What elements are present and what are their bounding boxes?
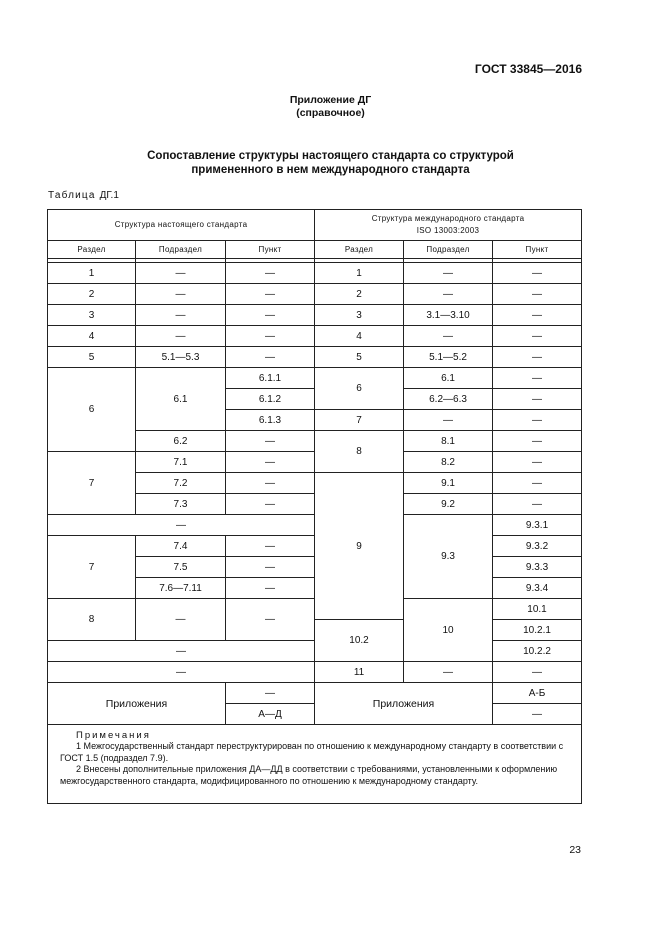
table-cell: 4 bbox=[315, 326, 404, 347]
table-cell: 2 bbox=[315, 284, 404, 305]
table-cell: — bbox=[404, 284, 493, 305]
table-cell: 5.1—5.2 bbox=[404, 347, 493, 368]
table-cell: — bbox=[136, 326, 226, 347]
header-right-group-line2: ISO 13003:2003 bbox=[416, 226, 480, 235]
appendix-title: Приложение ДГ bbox=[289, 94, 372, 106]
table-cell: 8 bbox=[48, 599, 136, 641]
table-cell: 9.1 bbox=[404, 473, 493, 494]
table-cell: 6 bbox=[48, 368, 136, 452]
table-cell: 7.5 bbox=[136, 557, 226, 578]
table-cell: — bbox=[404, 263, 493, 284]
standard-code: ГОСТ 33845—2016 bbox=[474, 62, 582, 76]
table-cell: 7.4 bbox=[136, 536, 226, 557]
table-cell: — bbox=[493, 473, 582, 494]
table-cell: 7.6—7.11 bbox=[136, 578, 226, 599]
col-header: Подраздел bbox=[136, 241, 226, 259]
table-cell: 7.3 bbox=[136, 494, 226, 515]
table-cell: — bbox=[48, 641, 315, 662]
table-cell: — bbox=[136, 263, 226, 284]
table-cell: — bbox=[493, 284, 582, 305]
header-left-group: Структура настоящего стандарта bbox=[48, 210, 315, 241]
table-cell: 6.1 bbox=[136, 368, 226, 431]
table-caption-prefix: Таблица bbox=[48, 190, 96, 201]
table-cell: 3 bbox=[48, 305, 136, 326]
table-cell: — bbox=[493, 410, 582, 431]
table-cell: 8 bbox=[315, 431, 404, 473]
table-row bbox=[48, 452, 582, 473]
table-cell: — bbox=[48, 515, 315, 536]
table-cell: — bbox=[226, 326, 315, 347]
table-cell: 10 bbox=[404, 599, 493, 662]
table-cell: 9.2 bbox=[404, 494, 493, 515]
table-cell: 11 bbox=[315, 662, 404, 683]
table-cell: — bbox=[493, 347, 582, 368]
table-caption bbox=[48, 190, 119, 201]
table-cell: 3 bbox=[315, 305, 404, 326]
table-row bbox=[48, 263, 582, 284]
table-cell: 4 bbox=[48, 326, 136, 347]
table-cell: 9.3 bbox=[404, 515, 493, 599]
table-cell: 6.2—6.3 bbox=[404, 389, 493, 410]
table-cell: — bbox=[493, 452, 582, 473]
note-item: 1 Межгосударственный стандарт переструктурирован по отношению к международному стандарту в соответствии с ГОСТ 1.5 (подраздел 7.9). bbox=[60, 741, 564, 763]
table-cell: — bbox=[226, 578, 315, 599]
table-cell: — bbox=[493, 662, 582, 683]
table-cell: 9.3.3 bbox=[493, 557, 582, 578]
table-row bbox=[48, 515, 582, 536]
table-cell: 6.1 bbox=[404, 368, 493, 389]
table-row bbox=[48, 599, 582, 620]
notes-row bbox=[48, 725, 582, 804]
table-cell: 6 bbox=[315, 368, 404, 410]
note-item: 2 Внесены дополнительные приложения ДА—ДД в соответствии с требованиями, установленными к оформлению межгосударственного стандарта, модифицированного по отношению к международному стандарту. bbox=[60, 764, 558, 786]
table-notes bbox=[48, 725, 582, 804]
table-cell: 5 bbox=[315, 347, 404, 368]
header-right-group bbox=[315, 210, 582, 241]
table-cell: — bbox=[493, 704, 582, 725]
table-cell: — bbox=[226, 473, 315, 494]
table-cell: — bbox=[226, 494, 315, 515]
table-cell: 10.1 bbox=[493, 599, 582, 620]
table-cell: — bbox=[404, 326, 493, 347]
col-header: Раздел bbox=[315, 241, 404, 259]
appendix-kind: (справочное) bbox=[296, 107, 365, 119]
table-cell: — bbox=[493, 305, 582, 326]
appendices-label-right: Приложения bbox=[315, 683, 493, 725]
table-cell: — bbox=[226, 683, 315, 704]
table-cell: 7.2 bbox=[136, 473, 226, 494]
table-row bbox=[48, 284, 582, 305]
table-cell: 7 bbox=[48, 452, 136, 515]
table-cell: 2 bbox=[48, 284, 136, 305]
table-cell: 6.1.2 bbox=[226, 389, 315, 410]
table-cell: 5.1—5.3 bbox=[136, 347, 226, 368]
table-cell: 7.1 bbox=[136, 452, 226, 473]
table-cell: 9 bbox=[315, 473, 404, 620]
table-cell: 6.2 bbox=[136, 431, 226, 452]
section-title-line1: Сопоставление структуры настоящего стандарта со структурой bbox=[147, 150, 514, 162]
table-cell: — bbox=[404, 662, 493, 683]
table-cell: 5 bbox=[48, 347, 136, 368]
table-cell: — bbox=[226, 452, 315, 473]
table-cell: — bbox=[226, 599, 315, 641]
table-cell: 9.3.1 bbox=[493, 515, 582, 536]
table-row bbox=[48, 683, 582, 704]
table-row bbox=[48, 326, 582, 347]
table-cell: 8.2 bbox=[404, 452, 493, 473]
table-cell: — bbox=[493, 263, 582, 284]
col-header: Пункт bbox=[226, 241, 315, 259]
table-header-row-1 bbox=[48, 210, 582, 241]
notes-title: Примечания bbox=[76, 730, 151, 741]
table-cell: 9.3.4 bbox=[493, 578, 582, 599]
table-cell: — bbox=[226, 557, 315, 578]
table-cell: 1 bbox=[315, 263, 404, 284]
page-number: 23 bbox=[569, 844, 581, 856]
appendices-label-left: Приложения bbox=[48, 683, 226, 725]
section-title-line2: примененного в нем международного стандарта bbox=[191, 164, 470, 176]
table-cell: 8.1 bbox=[404, 431, 493, 452]
table-cell: — bbox=[48, 662, 315, 683]
table-row bbox=[48, 347, 582, 368]
table-row bbox=[48, 536, 582, 557]
table-cell: — bbox=[226, 263, 315, 284]
structure-comparison-table bbox=[47, 209, 582, 804]
table-cell: 10.2.2 bbox=[493, 641, 582, 662]
table-cell: — bbox=[493, 368, 582, 389]
table-cell: 7 bbox=[315, 410, 404, 431]
col-header: Пункт bbox=[493, 241, 582, 259]
table-cell: 6.1.3 bbox=[226, 410, 315, 431]
table-cell: — bbox=[136, 305, 226, 326]
table-cell: — bbox=[493, 326, 582, 347]
table-row bbox=[48, 305, 582, 326]
table-cell: — bbox=[136, 284, 226, 305]
section-title bbox=[0, 149, 661, 177]
table-cell: А—Д bbox=[226, 704, 315, 725]
table-cell: — bbox=[493, 494, 582, 515]
table-row bbox=[48, 662, 582, 683]
table-cell: — bbox=[136, 599, 226, 641]
table-cell: — bbox=[226, 305, 315, 326]
table-header-row-2 bbox=[48, 241, 582, 259]
table-cell: 6.1.1 bbox=[226, 368, 315, 389]
table-cell: — bbox=[226, 431, 315, 452]
table-cell: А-Б bbox=[493, 683, 582, 704]
col-header: Подраздел bbox=[404, 241, 493, 259]
col-header: Раздел bbox=[48, 241, 136, 259]
table-cell: 7 bbox=[48, 536, 136, 599]
table-cell: — bbox=[226, 284, 315, 305]
table-caption-number: ДГ.1 bbox=[99, 190, 119, 201]
table-cell: 10.2 bbox=[315, 620, 404, 662]
table-cell: 1 bbox=[48, 263, 136, 284]
table-row bbox=[48, 641, 582, 662]
table-cell: 9.3.2 bbox=[493, 536, 582, 557]
table-cell: — bbox=[493, 431, 582, 452]
table-cell: 10.2.1 bbox=[493, 620, 582, 641]
table-cell: — bbox=[404, 410, 493, 431]
table-row bbox=[48, 368, 582, 389]
appendix-heading bbox=[0, 94, 661, 120]
header-right-group-line1: Структура международного стандарта bbox=[371, 214, 525, 223]
table-cell: — bbox=[226, 536, 315, 557]
table-cell: — bbox=[493, 389, 582, 410]
table-cell: 3.1—3.10 bbox=[404, 305, 493, 326]
table-cell: — bbox=[226, 347, 315, 368]
